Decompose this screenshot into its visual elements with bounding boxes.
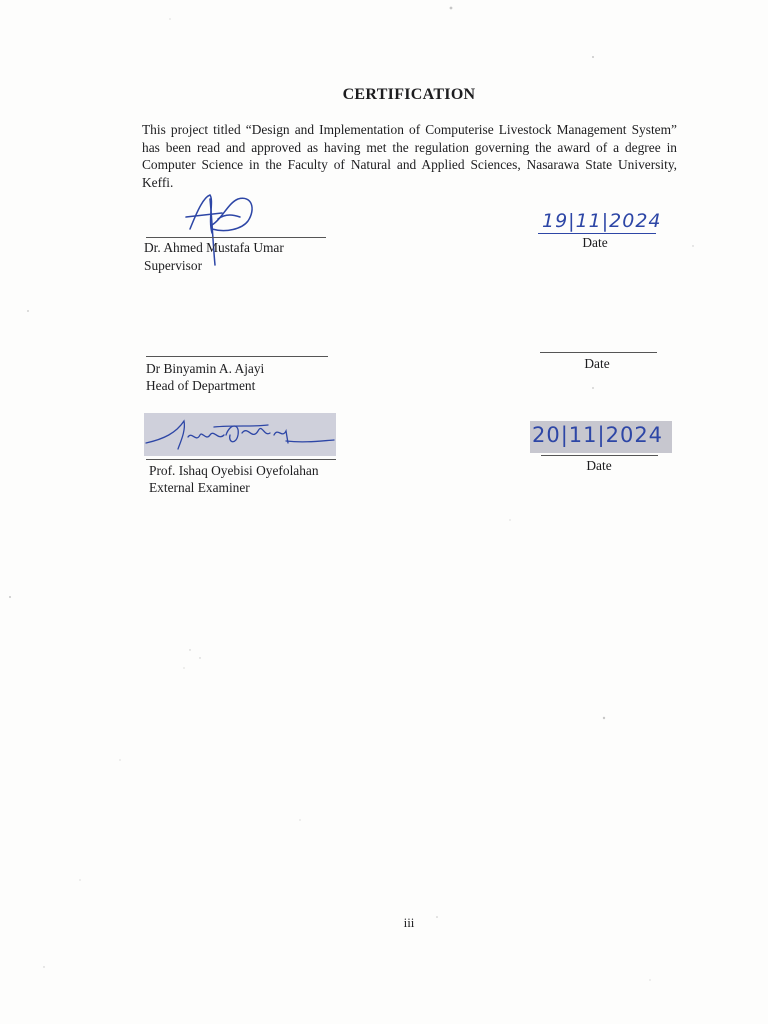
examiner-handwritten-date: 20|11|2024 bbox=[532, 423, 664, 447]
examiner-date-label: Date bbox=[586, 458, 612, 473]
supervisor-name: Dr. Ahmed Mustafa Umar bbox=[144, 240, 284, 255]
supervisor-signature-line bbox=[146, 237, 326, 238]
examiner-role: External Examiner bbox=[149, 480, 250, 495]
hod-role: Head of Department bbox=[146, 378, 256, 393]
examiner-name: Prof. Ishaq Oyebisi Oyefolahan bbox=[149, 463, 319, 478]
hod-date-label: Date bbox=[584, 356, 610, 371]
examiner-signature-line bbox=[146, 459, 336, 460]
supervisor-date-line bbox=[538, 233, 656, 234]
supervisor-handwritten-date: 19|11|2024 bbox=[542, 210, 662, 232]
hod-name: Dr Binyamin A. Ajayi bbox=[146, 361, 265, 376]
page-title: CERTIFICATION bbox=[342, 86, 476, 103]
certification-statement: This project titled “Design and Implementation of Computerise Livestock Management System” has been read and approved as having met the regulation governing the award of a degree in Computer Science in the Faculty of Natural and Applied Sciences, Nasarawa State University, Keffi. bbox=[142, 122, 677, 190]
hod-signature-line bbox=[146, 356, 328, 357]
supervisor-role: Supervisor bbox=[144, 258, 203, 273]
supervisor-date-label: Date bbox=[582, 235, 608, 250]
examiner-date-line bbox=[541, 455, 658, 456]
page-number: iii bbox=[403, 915, 415, 930]
hod-date-line bbox=[540, 352, 657, 353]
examiner-signature bbox=[144, 413, 336, 456]
